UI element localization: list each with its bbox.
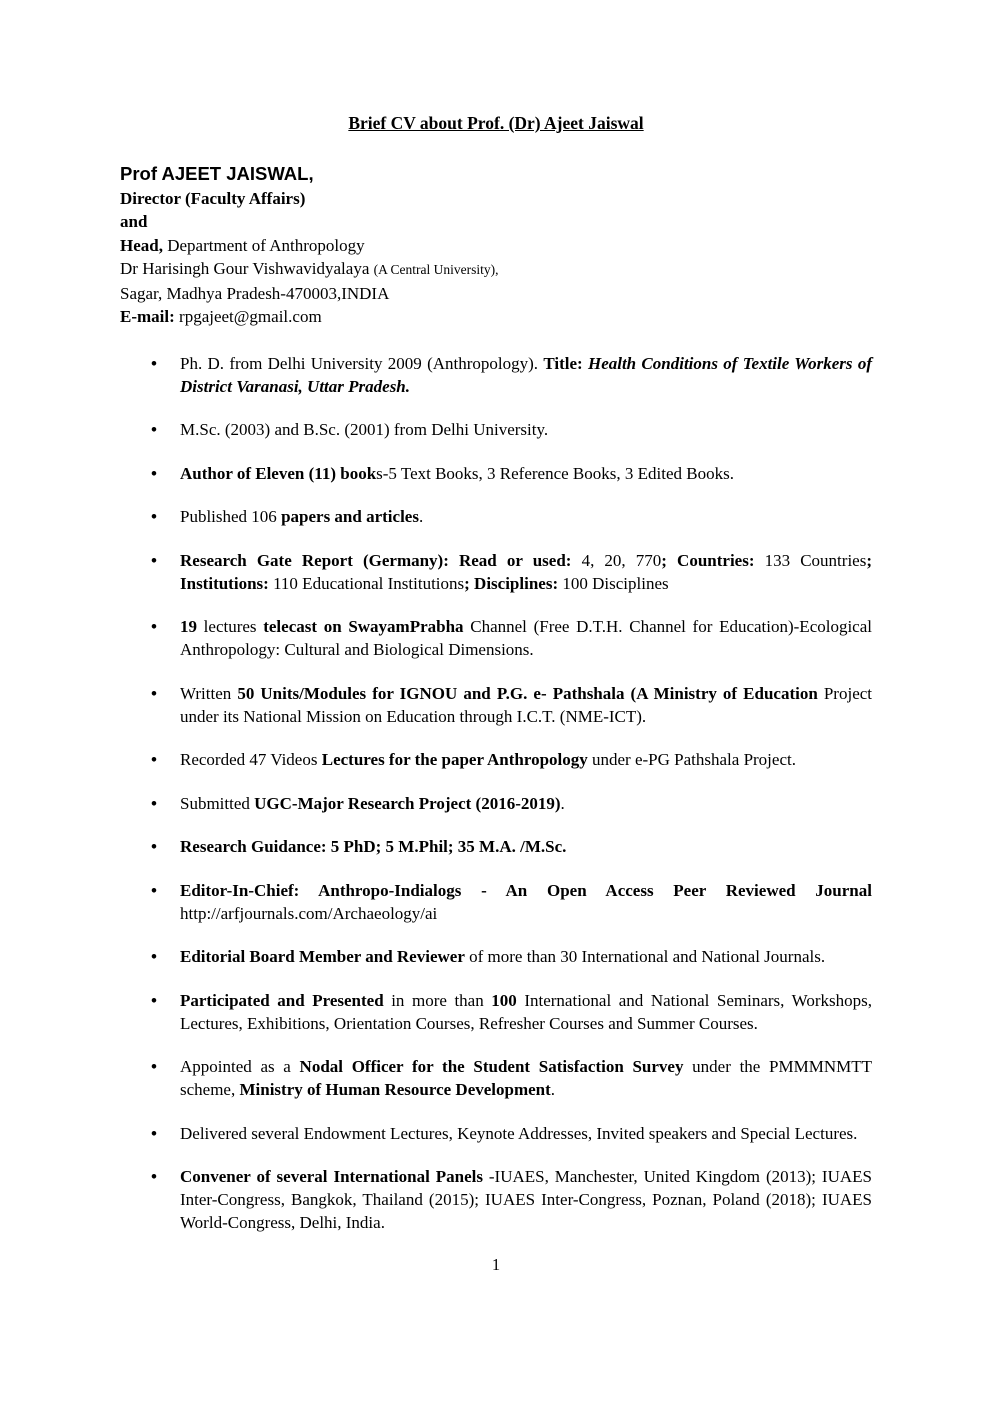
text-segment: 50 Units/Modules for IGNOU and P.G. e- Pathshala (A Ministry of Education (237, 683, 818, 703)
text-segment: papers and articles (281, 507, 419, 526)
university-line (120, 257, 872, 282)
text-segment: Editor-In-Chief: Anthropo-Indialogs - An Open Access Peer Reviewed Journal (180, 880, 872, 900)
text-segment: s-5 Text Books, 3 Reference Books, 3 Edited Books. (376, 463, 734, 483)
address-line (120, 282, 872, 306)
text-segment: Director (Faculty Affairs) (120, 188, 306, 208)
text-segment: 100 (491, 990, 517, 1010)
list-item (120, 835, 872, 858)
text-segment: Prof AJEET JAISWAL, (120, 163, 314, 184)
text-segment: Ph. D. from Delhi University 2009 (Anthropology). (180, 353, 544, 373)
text-segment: Research Gate Report (Germany): Read or used: (180, 550, 572, 570)
text-segment: ; Countries: (661, 550, 755, 570)
text-segment: 133 Countries (754, 550, 867, 570)
text-segment: 4, 20, 770 (571, 550, 662, 570)
text-segment: M.Sc. (2003) and B.Sc. (2001) from Delhi University. (180, 420, 549, 439)
text-segment: Delivered several Endowment Lectures, Keynote Addresses, Invited speakers and Special Lectures. (180, 1123, 858, 1143)
text-segment: . (550, 1080, 556, 1099)
list-item (120, 945, 872, 968)
text-segment: UGC-Major Research Project (2016-2019) (254, 793, 561, 813)
list-item (120, 1165, 872, 1234)
text-segment: Written (180, 683, 238, 703)
text-segment: Author of Eleven (11) book (180, 463, 377, 483)
text-segment: Appointed as a (180, 1057, 300, 1076)
text-segment: . (560, 793, 565, 813)
text-segment: International and National Seminars, Workshops, Lectures, Exhibitions, Orientation Courses, Refresher Courses and Summer Courses. (180, 990, 872, 1033)
text-segment: of more than 30 International and National Journals. (464, 947, 826, 966)
text-segment: Sagar, Madhya Pradesh-470003,INDIA (120, 283, 390, 303)
text-segment: http://arfjournals.com/Archaeology/ai (180, 903, 438, 923)
text-segment: Department of Anthropology (167, 235, 365, 255)
page-number: 1 (491, 1254, 501, 1274)
list-item (120, 792, 872, 815)
document-title: Brief CV about Prof. (Dr) Ajeet Jaiswal (348, 113, 644, 133)
text-segment: Recorded 47 Videos (180, 750, 322, 769)
text-segment: (A Central University), (373, 262, 499, 277)
text-segment: Nodal Officer for the Student Satisfaction Survey (299, 1057, 684, 1076)
text-segment: Lectures for the paper Anthropology (321, 750, 588, 769)
list-item (120, 418, 872, 441)
text-segment: and (120, 212, 148, 231)
list-item (120, 989, 872, 1035)
text-segment: ; Institutions: (180, 550, 872, 593)
header-block (120, 162, 872, 329)
text-segment: Title: (543, 353, 588, 373)
text-segment: 110 Educational Institutions (268, 573, 465, 593)
designation-director (120, 187, 872, 211)
list-item (120, 879, 872, 925)
text-segment: E-mail: (120, 307, 180, 326)
text-segment: ; Disciplines: (464, 573, 559, 593)
text-segment: Dr Harisingh Gour Vishwavidyalaya (120, 259, 374, 278)
text-segment: 100 Disciplines (558, 573, 669, 593)
text-segment: Research Guidance: 5 PhD; 5 M.Phil; 35 M.A. /M.Sc. (180, 837, 567, 856)
text-segment: Participated and Presented (180, 990, 384, 1010)
text-segment: under the PMMMNMTT scheme, (180, 1057, 872, 1099)
text-segment: under e-PG Pathshala Project. (587, 750, 796, 769)
text-segment: in more than (383, 990, 492, 1010)
text-segment: Health Conditions of Textile Workers of District Varanasi, Uttar Pradesh. (180, 353, 872, 396)
text-segment: Published 106 (180, 507, 282, 526)
list-item (120, 615, 872, 661)
text-segment: lectures (197, 617, 264, 636)
text-segment: -IUAES, Manchester, United Kingdom (2013); IUAES Inter-Congress, Bangkok, Thailand (2015); IUAES Inter-Congress, Poznan, Poland (2018); IUAES World-Congress, Delhi, India. (180, 1167, 872, 1232)
text-segment: rpgajeet@gmail.com (179, 307, 322, 326)
text-segment: telecast on SwayamPrabha (263, 617, 464, 636)
text-segment: 19 (180, 617, 197, 636)
text-segment: Convener of several International Panels (180, 1167, 483, 1186)
list-item (120, 352, 872, 398)
text-segment: Submitted (180, 793, 255, 813)
bullet-list (120, 352, 872, 1235)
text-segment: Channel (Free D.T.H. Channel for Education)-Ecological Anthropology: Cultural and Biological Dimensions. (180, 617, 872, 659)
professor-name (120, 162, 872, 187)
text-segment: Project under its National Mission on Education through I.C.T. (NME-ICT). (180, 683, 873, 726)
list-item (120, 505, 872, 528)
text-segment: Head, (120, 235, 168, 255)
list-item (120, 682, 872, 728)
text-segment: Ministry of Human Resource Development (239, 1080, 551, 1099)
list-item (120, 549, 872, 595)
list-item (120, 462, 872, 485)
list-item (120, 1122, 872, 1145)
designation-head (120, 234, 872, 258)
text-segment: . (418, 507, 424, 526)
list-item (120, 1055, 872, 1101)
email-line (120, 305, 872, 329)
list-item (120, 748, 872, 771)
designation-conjunction (120, 210, 872, 234)
text-segment: Editorial Board Member and Reviewer (180, 947, 465, 966)
